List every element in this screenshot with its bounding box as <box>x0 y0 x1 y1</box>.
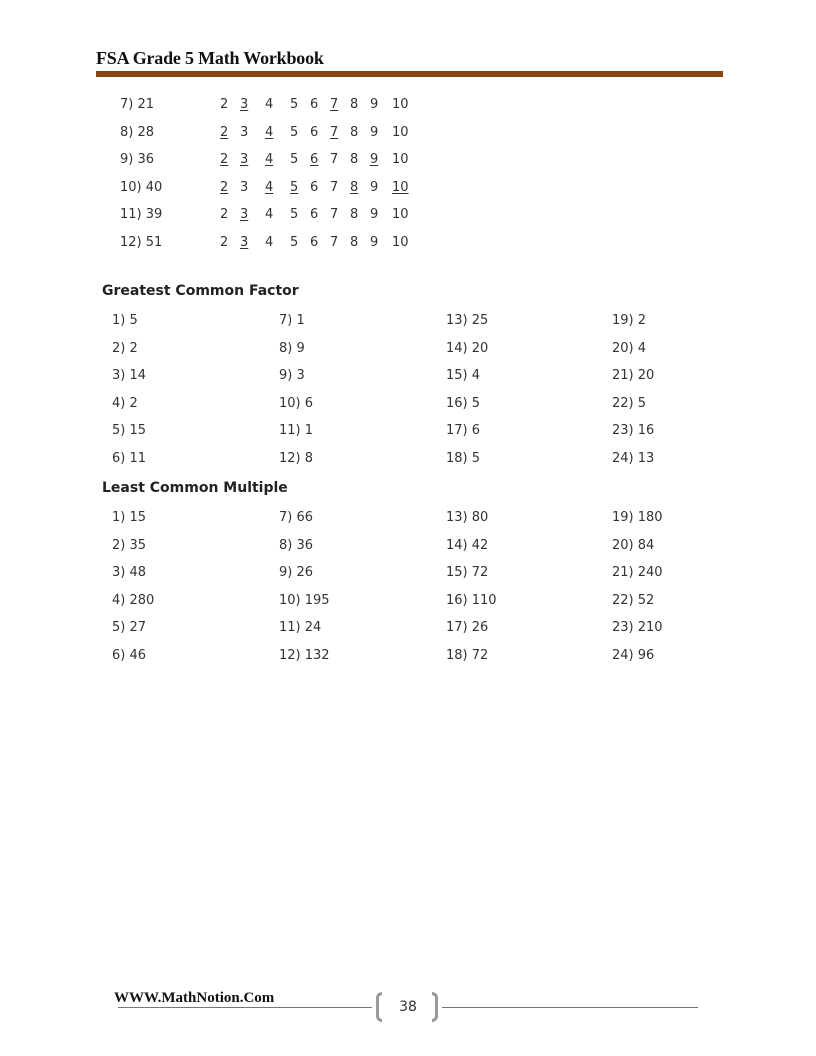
divisor-number: 5 <box>290 179 299 195</box>
answer-item: 7) 1 <box>279 313 305 328</box>
problem-label: 8) 28 <box>120 124 155 140</box>
divisor-number: 6 <box>310 97 319 112</box>
divisor-number: 3 <box>240 207 249 223</box>
answer-item: 23) 210 <box>612 620 663 636</box>
divisor-number: 6 <box>310 152 319 168</box>
answer-item: 13) 25 <box>446 313 489 328</box>
divisor-number: 6 <box>310 207 319 223</box>
answer-item: 16) 110 <box>446 592 497 608</box>
divisor-number: 10 <box>392 235 409 250</box>
divisor-number: 5 <box>290 235 299 250</box>
divisor-number: 3 <box>240 179 249 195</box>
answer-item: 22) 5 <box>612 395 647 411</box>
divisor-number: 2 <box>220 207 229 223</box>
footer-website: WWW.MathNotion.Com <box>114 990 275 1006</box>
divisor-number: 7 <box>330 97 339 112</box>
divisor-number: 3 <box>240 97 249 112</box>
divisor-number: 2 <box>220 235 229 250</box>
answer-item: 14) 20 <box>446 340 489 356</box>
left-bracket-icon <box>376 992 382 1022</box>
divisor-number: 9 <box>370 97 379 112</box>
divisor-number: 8 <box>350 179 359 195</box>
answer-item: 24) 96 <box>612 648 655 663</box>
answer-item: 14) 42 <box>446 537 489 553</box>
answer-item: 20) 4 <box>612 340 647 356</box>
divisor-number: 9 <box>370 235 379 250</box>
divisor-number: 10 <box>392 124 409 140</box>
divisor-number: 8 <box>350 152 359 168</box>
divisor-number: 4 <box>265 207 274 223</box>
divisor-number: 10 <box>392 179 409 195</box>
divisor-number: 4 <box>265 124 274 140</box>
divisor-number: 9 <box>370 124 379 140</box>
answer-item: 21) 20 <box>612 368 655 384</box>
divisor-number: 10 <box>392 152 409 168</box>
divisor-number: 4 <box>265 179 274 195</box>
answer-item: 6) 11 <box>112 451 147 466</box>
divisor-number: 7 <box>330 179 339 195</box>
gcf-heading: Greatest Common Factor <box>102 283 299 299</box>
divisor-number: 8 <box>350 207 359 223</box>
divisor-number: 5 <box>290 97 299 112</box>
divisor-number: 2 <box>220 124 229 140</box>
answer-item: 21) 240 <box>612 565 663 581</box>
problem-label: 12) 51 <box>120 235 163 250</box>
answer-item: 18) 72 <box>446 648 489 663</box>
answer-item: 17) 6 <box>446 423 481 439</box>
workbook-title: FSA Grade 5 Math Workbook <box>96 48 324 68</box>
answer-item: 8) 36 <box>279 537 314 553</box>
divisor-number: 3 <box>240 235 249 250</box>
page-number: 38 <box>399 999 417 1015</box>
right-bracket-icon <box>432 992 438 1022</box>
answer-item: 4) 2 <box>112 395 138 411</box>
answer-item: 15) 72 <box>446 565 489 581</box>
answer-item: 13) 80 <box>446 510 489 525</box>
footer-rule-right <box>442 1007 698 1008</box>
problem-label: 11) 39 <box>120 207 163 223</box>
answer-item: 10) 195 <box>279 592 330 608</box>
answer-item: 5) 15 <box>112 423 147 439</box>
divisor-number: 10 <box>392 97 409 112</box>
answer-item: 1) 15 <box>112 510 147 525</box>
lcm-heading: Least Common Multiple <box>102 480 288 496</box>
header-rule <box>96 71 723 77</box>
answer-item: 19) 180 <box>612 510 663 525</box>
divisor-number: 9 <box>370 207 379 223</box>
divisor-number: 2 <box>220 97 229 112</box>
answer-item: 18) 5 <box>446 451 481 466</box>
answer-item: 2) 2 <box>112 340 138 356</box>
divisor-number: 6 <box>310 179 319 195</box>
divisor-number: 3 <box>240 124 249 140</box>
answer-item: 16) 5 <box>446 395 481 411</box>
footer-rule-left <box>118 1007 372 1008</box>
divisor-number: 7 <box>330 235 339 250</box>
divisor-number: 8 <box>350 97 359 112</box>
answer-item: 19) 2 <box>612 313 647 328</box>
answer-item: 4) 280 <box>112 592 155 608</box>
divisor-number: 10 <box>392 207 409 223</box>
divisor-number: 7 <box>330 152 339 168</box>
answer-item: 9) 3 <box>279 368 305 384</box>
divisor-number: 4 <box>265 152 274 168</box>
answer-item: 7) 66 <box>279 510 314 525</box>
answer-item: 11) 1 <box>279 423 314 439</box>
answer-item: 8) 9 <box>279 340 305 356</box>
divisor-number: 4 <box>265 235 274 250</box>
divisor-number: 4 <box>265 97 274 112</box>
answer-item: 17) 26 <box>446 620 489 636</box>
answer-item: 12) 132 <box>279 648 330 663</box>
problem-label: 10) 40 <box>120 179 163 195</box>
answer-item: 3) 14 <box>112 368 147 384</box>
divisor-number: 6 <box>310 124 319 140</box>
divisor-number: 9 <box>370 179 379 195</box>
problem-label: 7) 21 <box>120 97 155 112</box>
divisor-number: 8 <box>350 124 359 140</box>
divisor-number: 2 <box>220 152 229 168</box>
problem-label: 9) 36 <box>120 152 155 168</box>
answer-item: 6) 46 <box>112 648 147 663</box>
answer-item: 5) 27 <box>112 620 147 636</box>
answer-item: 2) 35 <box>112 537 147 553</box>
divisor-number: 6 <box>310 235 319 250</box>
answer-item: 9) 26 <box>279 565 314 581</box>
divisor-number: 5 <box>290 124 299 140</box>
divisor-number: 7 <box>330 207 339 223</box>
divisor-number: 7 <box>330 124 339 140</box>
divisor-number: 5 <box>290 152 299 168</box>
answer-item: 24) 13 <box>612 451 655 466</box>
divisor-number: 5 <box>290 207 299 223</box>
divisor-number: 8 <box>350 235 359 250</box>
answer-item: 12) 8 <box>279 451 314 466</box>
answer-item: 11) 24 <box>279 620 322 636</box>
answer-item: 20) 84 <box>612 537 655 553</box>
answer-item: 23) 16 <box>612 423 655 439</box>
answer-item: 3) 48 <box>112 565 147 581</box>
divisor-number: 9 <box>370 152 379 168</box>
answer-item: 10) 6 <box>279 395 314 411</box>
divisor-number: 3 <box>240 152 249 168</box>
answer-item: 22) 52 <box>612 592 655 608</box>
answer-item: 15) 4 <box>446 368 481 384</box>
answer-item: 1) 5 <box>112 313 138 328</box>
divisor-number: 2 <box>220 179 229 195</box>
